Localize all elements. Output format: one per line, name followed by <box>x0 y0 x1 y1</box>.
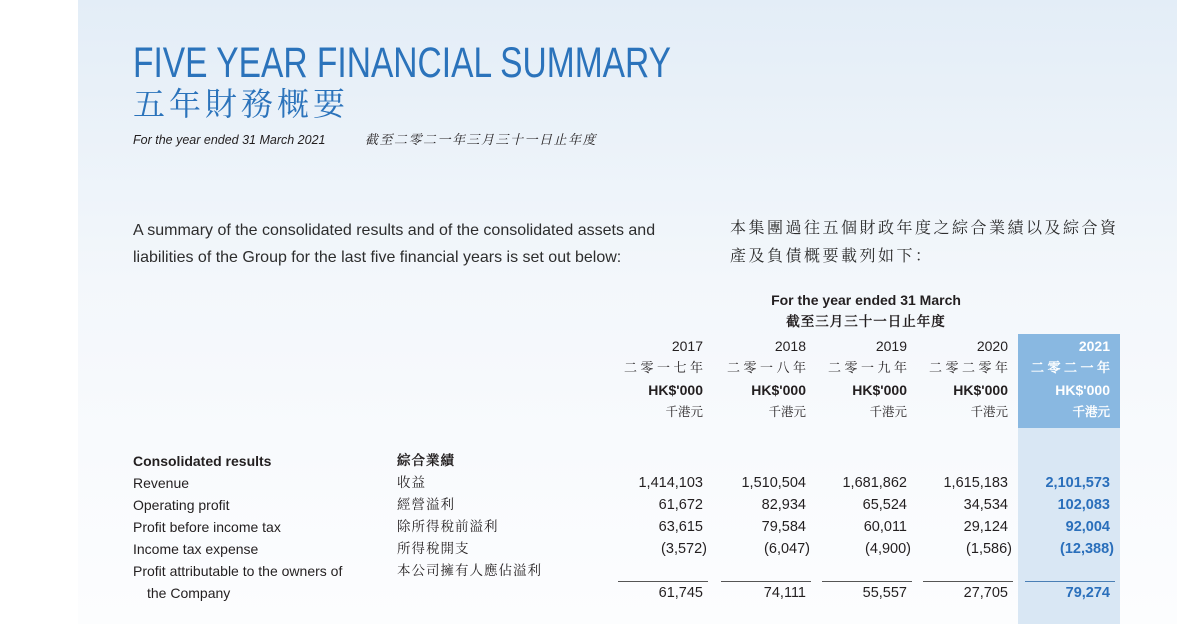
section-header-row <box>0 450 1177 472</box>
table-cell: 1,510,504 <box>741 475 806 491</box>
table-period-label: For the year ended 31 March <box>771 292 961 308</box>
reporting-period-chinese: 截至二零二一年三月三十一日止年度 <box>365 132 598 147</box>
column-unit-chinese: 千港元 <box>1072 405 1110 419</box>
table-cell-current-year: 102,083 <box>1057 497 1110 513</box>
column-header-fy2021 <box>1010 335 1114 423</box>
table-row-profit-attributable <box>0 560 1177 604</box>
column-unit: HK$'000 <box>1055 382 1110 398</box>
table-cell: 34,534 <box>963 497 1008 513</box>
table-cell: 27,705 <box>963 585 1008 601</box>
table-cell: 60,011 <box>863 519 907 535</box>
table-cell-current-year: (12,388) <box>1059 541 1114 557</box>
column-header-fy2018 <box>706 335 810 423</box>
intro-line-chinese: 產及負債概要載列如下： <box>730 248 934 265</box>
table-cell: (3,572) <box>661 541 707 557</box>
table-cell: 1,414,103 <box>638 475 703 491</box>
table-cell: 79,584 <box>761 519 806 535</box>
table-cell: (6,047) <box>764 541 810 557</box>
column-unit-chinese: 千港元 <box>768 405 806 419</box>
table-cell: 82,934 <box>761 497 806 513</box>
row-label-continuation: the Company <box>147 585 231 601</box>
table-row-operating-profit <box>0 494 1177 516</box>
intro-line-chinese: 本集團過往五個財政年度之綜合業績以及綜合資 <box>730 220 1119 237</box>
section-label: Consolidated results <box>133 453 272 469</box>
table-cell-current-year: 2,101,573 <box>1045 475 1110 491</box>
row-label-chinese: 經營溢利 <box>397 497 455 512</box>
row-label: Income tax expense <box>133 541 259 557</box>
table-cell: 61,672 <box>658 497 703 513</box>
table-row-income-tax-expense <box>0 538 1177 560</box>
column-unit: HK$'000 <box>852 382 907 398</box>
column-year-chinese: 二零二一年 <box>1030 360 1114 375</box>
column-unit: HK$'000 <box>648 382 703 398</box>
column-year: 2018 <box>774 338 806 354</box>
column-year-chinese: 二零一八年 <box>726 360 810 375</box>
table-cell: 1,615,183 <box>943 475 1008 491</box>
row-label-chinese: 本公司擁有人應佔溢利 <box>397 563 542 578</box>
table-cell: 1,681,862 <box>842 475 907 491</box>
row-label: Profit attributable to the owners of <box>133 563 343 579</box>
section-label-chinese: 綜合業績 <box>397 453 455 468</box>
intro-paragraph <box>133 217 655 271</box>
column-header-fy2019 <box>807 335 911 423</box>
row-label-chinese: 除所得稅前溢利 <box>397 519 499 534</box>
column-unit-chinese: 千港元 <box>665 405 703 419</box>
column-year: 2017 <box>671 338 703 354</box>
table-cell: 29,124 <box>963 519 1008 535</box>
table-cell-current-year: 92,004 <box>1065 519 1110 535</box>
column-unit-chinese: 千港元 <box>869 405 907 419</box>
column-unit: HK$'000 <box>953 382 1008 398</box>
table-cell: 74,111 <box>763 585 806 601</box>
page-title-chinese: 五年財務概要 <box>133 86 350 122</box>
table-cell: (4,900) <box>865 541 911 557</box>
column-year: 2020 <box>976 338 1008 354</box>
row-label-chinese: 收益 <box>397 475 426 490</box>
table-cell: 61,745 <box>658 585 703 601</box>
table-period-header <box>766 289 966 333</box>
column-header-fy2020 <box>908 335 1012 423</box>
column-header-fy2017 <box>603 335 707 423</box>
column-unit: HK$'000 <box>751 382 806 398</box>
table-row-revenue <box>0 472 1177 494</box>
column-unit-chinese: 千港元 <box>970 405 1008 419</box>
page-title: FIVE YEAR FINANCIAL SUMMARY <box>133 39 672 87</box>
table-cell: (1,586) <box>966 541 1012 557</box>
intro-paragraph-chinese <box>730 215 1119 271</box>
column-year: 2019 <box>875 338 907 354</box>
row-label: Profit before income tax <box>133 519 281 535</box>
table-row-profit-before-tax <box>0 516 1177 538</box>
table-period-label-chinese: 截至三月三十一日止年度 <box>786 314 946 329</box>
intro-line: A summary of the consolidated results and of the consolidated assets and <box>133 222 656 239</box>
column-year-chinese: 二零二零年 <box>928 360 1012 375</box>
table-cell: 65,524 <box>862 497 907 513</box>
reporting-period: For the year ended 31 March 2021 <box>133 133 326 147</box>
column-year-chinese: 二零一七年 <box>623 360 707 375</box>
table-cell-current-year: 79,274 <box>1065 585 1110 601</box>
row-label: Revenue <box>133 475 190 491</box>
intro-line: liabilities of the Group for the last five financial years is set out below: <box>133 249 622 266</box>
column-year-chinese: 二零一九年 <box>827 360 911 375</box>
row-label-chinese: 所得稅開支 <box>397 541 470 556</box>
row-label: Operating profit <box>133 497 230 513</box>
table-cell: 55,557 <box>862 585 907 601</box>
column-year: 2021 <box>1078 338 1110 354</box>
table-cell: 63,615 <box>658 519 703 535</box>
